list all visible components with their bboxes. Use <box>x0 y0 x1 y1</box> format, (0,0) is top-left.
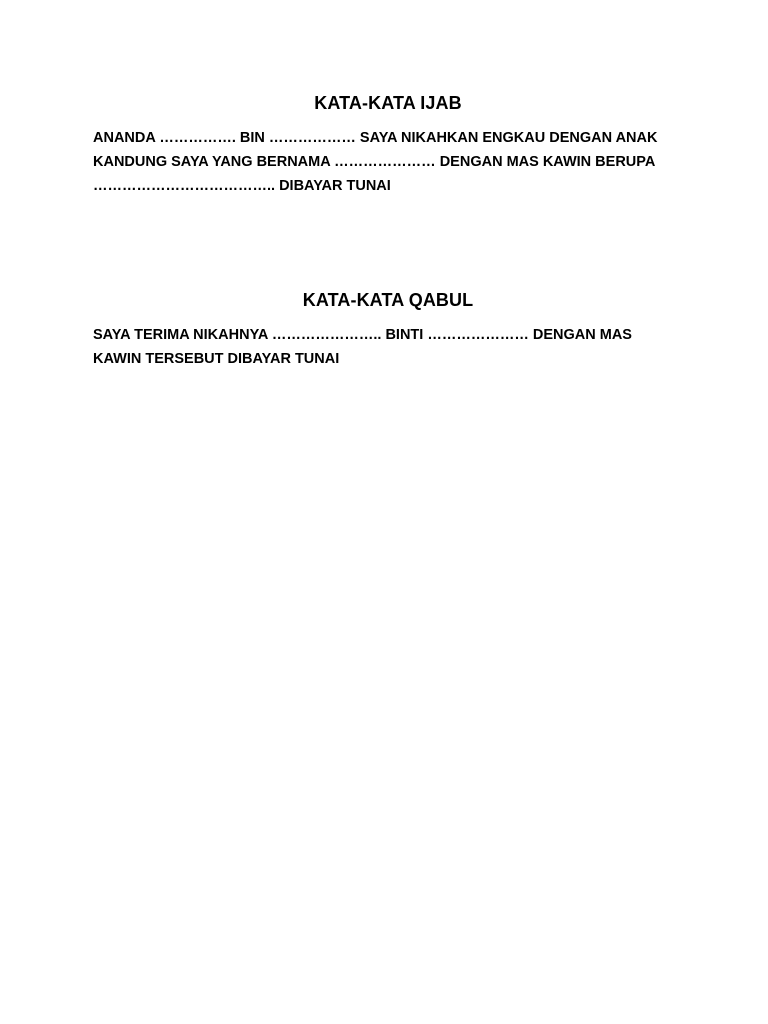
qabul-text: SAYA TERIMA NIKAHNYA ………………….. BINTI ………………… DENGAN MAS KAWIN TERSEBUT DIBAYAR TUNAI <box>93 327 632 367</box>
ijab-section <box>93 90 683 198</box>
ijab-heading: KATA-KATA IJAB <box>314 93 462 113</box>
ijab-text: ANANDA ……………. BIN ……………… SAYA NIKAHKAN ENGKAU DENGAN ANAK KANDUNG SAYA YANG BERNAMA ………………… DENGAN MAS KAWIN BERUPA ……………………………….. DIBAYAR TUNAI <box>93 130 658 194</box>
qabul-section <box>93 287 683 371</box>
qabul-heading: KATA-KATA QABUL <box>302 290 474 310</box>
